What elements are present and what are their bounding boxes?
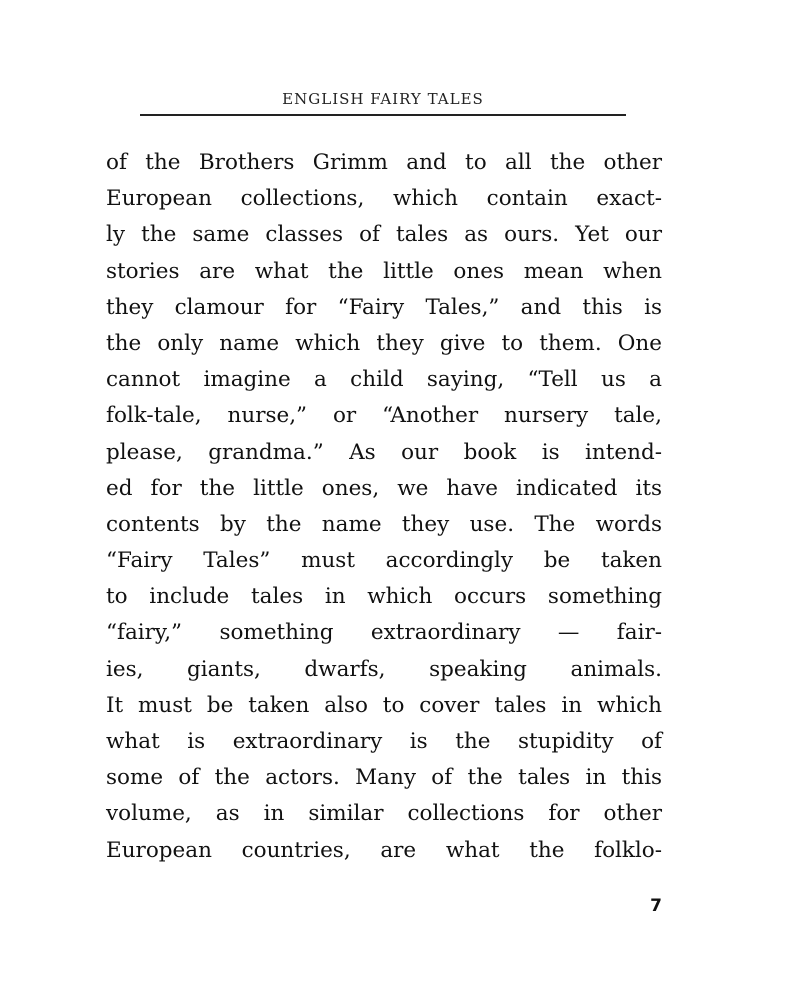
text-line: stories are what the little ones mean when bbox=[106, 258, 662, 284]
text-line: the only name which they give to them. One bbox=[106, 330, 662, 356]
text-line: they clamour for “Fairy Tales,” and this is bbox=[106, 294, 662, 320]
page-number: 7 bbox=[650, 896, 662, 916]
text-line: It must be taken also to cover tales in which bbox=[106, 692, 662, 718]
text-line: to include tales in which occurs something bbox=[106, 584, 662, 610]
text-line: “Fairy Tales” must accordingly be taken bbox=[106, 548, 662, 574]
text-line: ies, giants, dwarfs, speaking animals. bbox=[106, 656, 662, 682]
text-line: ed for the little ones, we have indicated its bbox=[106, 475, 662, 501]
text-line: what is extraordinary is the stupidity of bbox=[106, 729, 662, 754]
running-header: ENGLISH FAIRY TALES bbox=[282, 90, 484, 108]
text-line: ly the same classes of tales as ours. Yet our bbox=[106, 222, 662, 248]
text-line: European collections, which contain exact- bbox=[106, 186, 662, 212]
text-line: of the Brothers Grimm and to all the other bbox=[106, 150, 662, 175]
body-text bbox=[106, 145, 662, 869]
text-line: volume, as in similar collections for other bbox=[106, 801, 662, 827]
text-line: please, grandma.” As our book is intend- bbox=[106, 439, 662, 465]
text-line: cannot imagine a child saying, “Tell us a bbox=[106, 367, 662, 393]
text-line: some of the actors. Many of the tales in this bbox=[106, 765, 662, 791]
text-line: contents by the name they use. The words bbox=[106, 511, 662, 537]
header-rule bbox=[140, 114, 626, 116]
text-line: “fairy,” something extraordinary — fair- bbox=[106, 620, 662, 646]
text-line: European countries, are what the folklo- bbox=[106, 837, 662, 863]
text-line: folk-tale, nurse,” or “Another nursery tale, bbox=[106, 403, 662, 429]
